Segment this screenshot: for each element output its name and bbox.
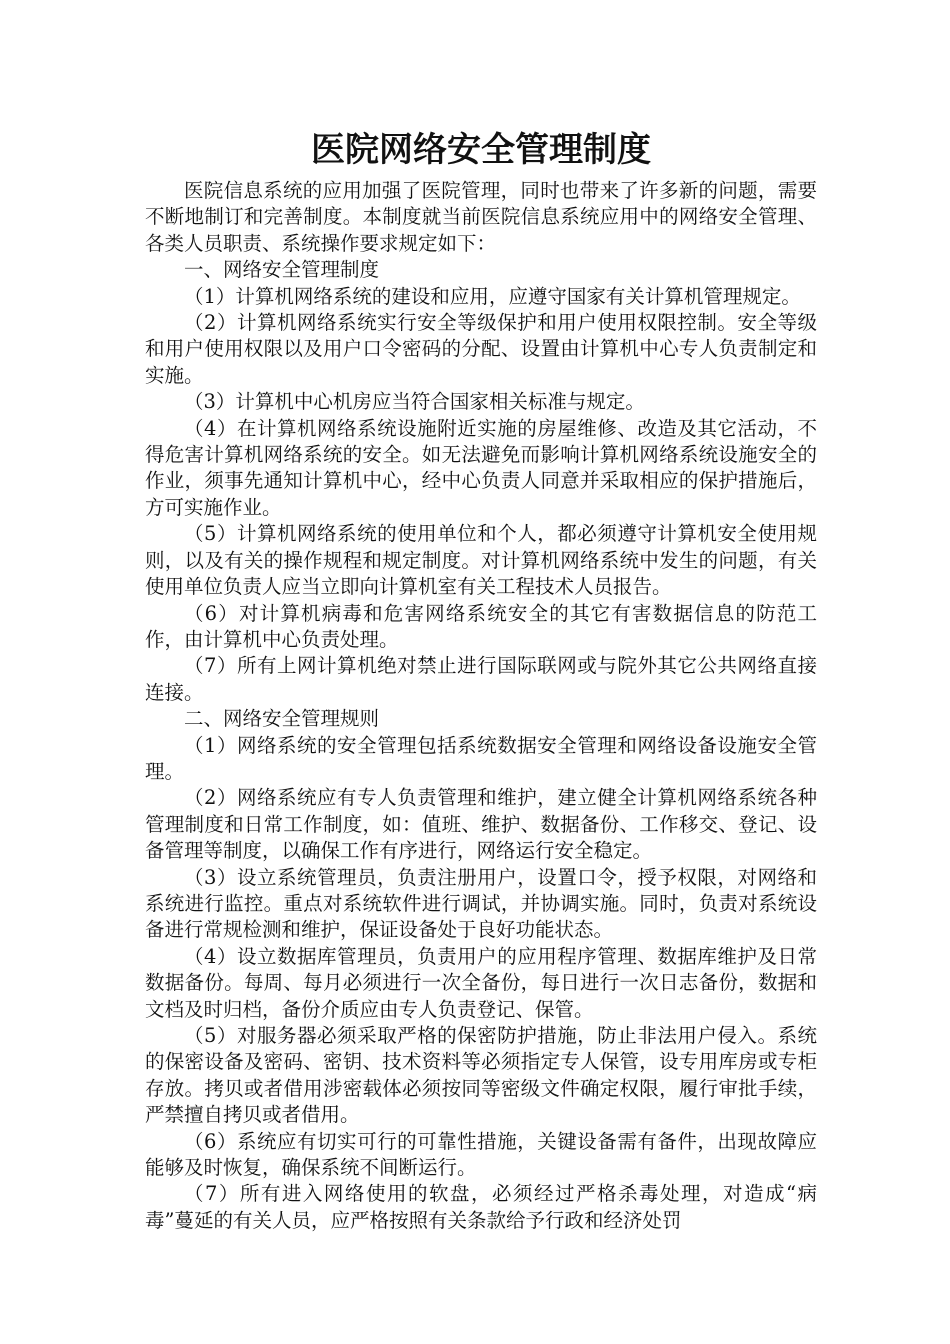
rule-2-6: （6）系统应有切实可行的可靠性措施，关键设备需有备件，出现故障应能够及时恢复，确保系统不间断运行。 bbox=[145, 1129, 817, 1180]
rule-1-4: （4）在计算机网络系统设施附近实施的房屋维修、改造及其它活动，不得危害计算机网络系统的安全。如无法避免而影响计算机网络系统设施安全的作业，须事先通知计算机中心，经中心负责人同意并采取相应的保护措施后，方可实施作业。 bbox=[145, 416, 817, 519]
section-heading-2: 二、网络安全管理规则 bbox=[184, 707, 380, 731]
rule-1-5: （5）计算机网络系统的使用单位和个人，都必须遵守计算机安全使用规则，以及有关的操作规程和规定制度。对计算机网络系统中发生的问题，有关使用单位负责人应当立即向计算机室有关工程技术人员报告。 bbox=[145, 522, 817, 599]
rule-2-4: （4）设立数据库管理员，负责用户的应用程序管理、数据库维护及日常数据备份。每周、每月必须进行一次全备份，每日进行一次日志备份，数据和文档及时归档，备份介质应由专人负责登记、保管。 bbox=[145, 944, 817, 1021]
document-body bbox=[145, 128, 817, 1234]
rule-1-7: （7）所有上网计算机绝对禁止进行国际联网或与院外其它公共网络直接连接。 bbox=[145, 654, 817, 704]
rule-1-3: （3）计算机中心机房应当符合国家相关标准与规定。 bbox=[184, 390, 645, 414]
rule-2-2: （2）网络系统应有专人负责管理和维护，建立健全计算机网络系统各种管理制度和日常工作制度，如：值班、维护、数据备份、工作移交、登记、设备管理等制度，以确保工作有序进行，网络运行安全稳定。 bbox=[145, 786, 817, 863]
rule-1-2: （2）计算机网络系统实行安全等级保护和用户使用权限控制。安全等级和用户使用权限以及用户口令密码的分配、设置由计算机中心专人负责制定和实施。 bbox=[145, 311, 817, 387]
intro-paragraph: 医院信息系统的应用加强了医院管理，同时也带来了许多新的问题，需要不断地制订和完善制度。本制度就当前医院信息系统应用中的网络安全管理、各类人员职责、系统操作要求规定如下： bbox=[145, 179, 817, 255]
rule-2-5: （5）对服务器必须采取严格的保密防护措施，防止非法用户侵入。系统的保密设备及密码、密钥、技术资料等必须指定专人保管，设专用库房或专柜存放。拷贝或者借用涉密载体必须按同等密级文件确定权限，履行审批手续，严禁擅自拷贝或者借用。 bbox=[145, 1024, 817, 1127]
rule-2-7: （7）所有进入网络使用的软盘，必须经过严格杀毒处理，对造成“病毒”蔓延的有关人员，应严格按照有关条款给予行政和经济处罚 bbox=[145, 1182, 817, 1232]
section-heading-1: 一、网络安全管理制度 bbox=[184, 258, 380, 282]
rule-2-1: （1）网络系统的安全管理包括系统数据安全管理和网络设备设施安全管理。 bbox=[145, 733, 817, 783]
rule-1-1: （1）计算机网络系统的建设和应用，应遵守国家有关计算机管理规定。 bbox=[184, 284, 801, 308]
document-title: 医院网络安全管理制度 bbox=[311, 130, 651, 170]
rule-2-3: （3）设立系统管理员，负责注册用户，设置口令，授予权限，对网络和系统进行监控。重点对系统软件进行调试，并协调实施。同时，负责对系统设备进行常规检测和维护，保证设备处于良好功能状态。 bbox=[145, 865, 817, 942]
rule-1-6: （6）对计算机病毒和危害网络系统安全的其它有害数据信息的防范工作，由计算机中心负责处理。 bbox=[145, 601, 817, 651]
